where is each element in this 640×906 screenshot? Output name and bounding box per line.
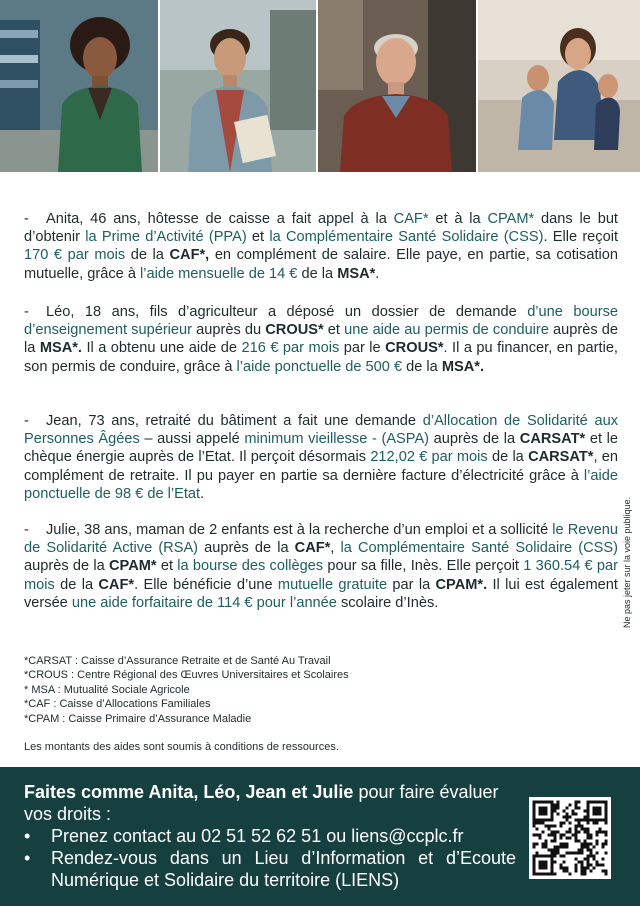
qr-code[interactable] bbox=[529, 797, 611, 879]
story-julie: - Julie, 38 ans, maman de 2 enfants est à la recherche d’un emploi et a sollicité le Revenu de Solidarité Active (RSA) auprès de la CAF*, la Complémentaire Santé Solidaire (CSS) auprès de la CPAM* et la bourse des collèges pour sa fille, Inès. Elle perçoit 1 360.54 € par mois de la CAF*. Elle bénéficie d’une mutuelle gratuite par la CPAM*. Il lui est également versée une aide forfaitaire de 114 € pour l’année scolaire d’Inès. bbox=[24, 522, 619, 611]
story-leo: - Léo, 18 ans, fils d’agriculteur a déposé un dossier de demande d’une bourse d’enseignement supérieur auprès du CROUS* et une aide au permis de conduire auprès de la MSA*. Il a obtenu une aide de 216 € par mois par le CROUS*. Il a pu financer, en partie, son permis de conduire, grâce à l’aide ponctuelle de 500 € de la MSA*. bbox=[24, 304, 619, 375]
glossary-item: *CAF : Caisse d’Allocations Familiales bbox=[24, 698, 211, 711]
glossary-item: *CROUS : Centre Régional des Œuvres Universitaires et Scolaires bbox=[24, 669, 349, 682]
glossary-item: *CARSAT : Caisse d’Assurance Retraite et de Santé Au Travail bbox=[24, 655, 331, 667]
footer-item-liens: • Rendez-vous dans un Lieu d’Information et d’Ecoute Numérique et Solidaire du territoire (LIENS) bbox=[24, 847, 516, 891]
photo-leo bbox=[160, 0, 318, 172]
story-jean: - Jean, 73 ans, retraité du bâtiment a fait une demande d’Allocation de Solidarité aux Personnes Âgées – aussi appelé minimum vieillesse - (ASPA) auprès de la CARSAT* et le chèque énergie auprès de l’Etat. Il perçoit désormais 212,02 € par mois de la CARSAT*, en complément de retraite. Il pu payer en partie sa dernière facture d’électricité grâce à l’aide ponctuelle de 98 € de l’Etat. bbox=[24, 413, 619, 502]
story-anita: - Anita, 46 ans, hôtesse de caisse a fait appel à la CAF* et à la CPAM* dans le but d’obtenir la Prime d’Activité (PPA) et la Complémentaire Santé Solidaire (CSS). Elle reçoit 170 € par mois de la CAF*, en complément de salaire. Elle paye, en partie, sa cotisation mutuelle, grâce à l’aide mensuelle de 14 € de la MSA*. bbox=[24, 211, 619, 282]
footer-list bbox=[24, 825, 516, 891]
glossary bbox=[24, 654, 349, 726]
photo-strip bbox=[0, 0, 640, 172]
side-note-text: Ne pas jeter sur la voie publique. bbox=[622, 496, 632, 628]
glossary-item: *CPAM : Caisse Primaire d’Assurance Maladie bbox=[24, 712, 252, 725]
footer-banner bbox=[0, 767, 640, 906]
footer-item-contact[interactable]: • Prenez contact au 02 51 52 62 51 ou liens@ccplc.fr bbox=[24, 825, 516, 847]
footer-title: Faites comme Anita, Léo, Jean et Julie pour faire évaluer vos droits : bbox=[24, 782, 499, 824]
glossary-item: * MSA : Mutualité Sociale Agricole bbox=[24, 683, 190, 696]
photo-jean bbox=[318, 0, 478, 172]
conditions-note: Les montants des aides sont soumis à conditions de ressources. bbox=[24, 741, 339, 753]
qr-code-graphic bbox=[529, 797, 611, 879]
photo-anita bbox=[0, 0, 160, 172]
photo-julie bbox=[478, 0, 640, 172]
